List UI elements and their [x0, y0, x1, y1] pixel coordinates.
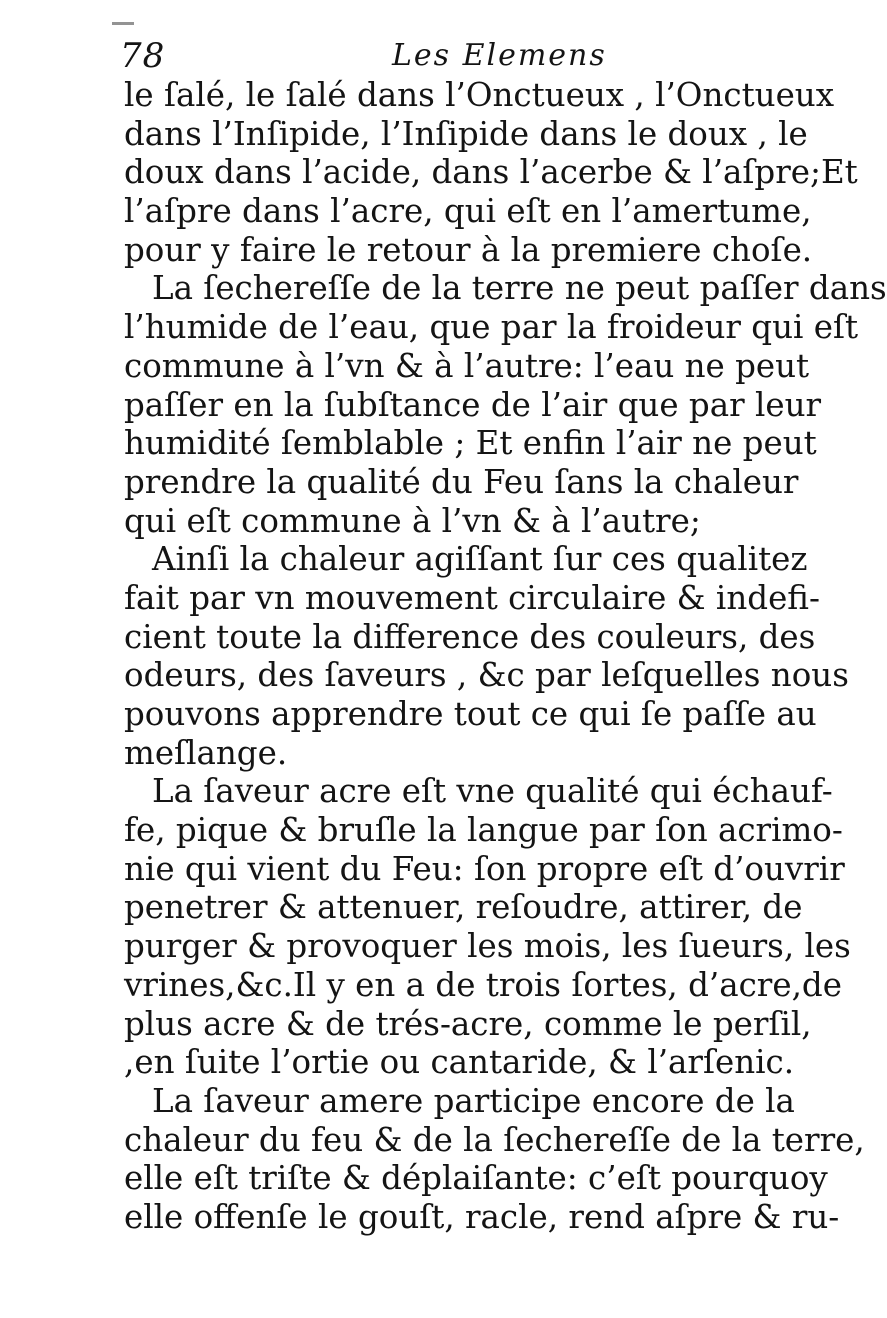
text-line: purger & provoquer les mois, les ſueurs, les	[124, 927, 851, 966]
text-line: elle eſt triſte & déplaiſante: c’eſt pourquoy	[124, 1159, 828, 1198]
text-line: vrines,&c.Il y en a de trois ſortes, d’acre,de	[124, 965, 842, 1004]
text-line: pouvons apprendre tout ce qui ſe paſſe au	[124, 695, 817, 733]
text-line: odeurs, des ſaveurs , &c par leſquelles nous	[124, 656, 849, 695]
text-line: nie qui vient du Feu: ſon propre eſt d’ouvrir	[124, 849, 845, 888]
text-line: plus acre & de trés-acre, comme le perſil,	[124, 1004, 812, 1043]
text-line: commune à l’vn & à l’autre: l’eau ne peut	[124, 346, 810, 385]
text-line: doux dans l’acide, dans l’acerbe & l’aſpre;Et	[124, 153, 858, 192]
page-header	[120, 32, 780, 80]
text-line: qui eſt commune à l’vn & à l’autre;	[124, 501, 701, 540]
top-margin-mark	[112, 22, 134, 25]
text-line: fait par vn mouvement circulaire & indefi-	[124, 578, 820, 617]
running-head: Les Elemens	[392, 38, 607, 73]
text-line: meſlange.	[124, 733, 288, 772]
text-line: chaleur du feu & de la ſechereſſe de la terre,	[124, 1120, 865, 1159]
text-line: cient toute la difference des couleurs, des	[124, 617, 816, 656]
text-line: prendre la qualité du Feu ſans la chaleur	[124, 462, 799, 501]
text-line: La ſechereſſe de la terre ne peut paſſer dans	[152, 269, 887, 308]
text-line: humidité ſemblable ; Et enfin l’air ne peut	[124, 424, 817, 463]
text-line: le ſalé, le ſalé dans l’Onctueux , l’Onctueux	[124, 76, 835, 114]
text-line: l’humide de l’eau, que par la froideur qui eſt	[124, 308, 859, 347]
text-line: elle offenſe le gouſt, racle, rend aſpre & ru-	[124, 1197, 840, 1236]
text-line: La ſaveur amere participe encore de la	[152, 1081, 795, 1120]
text-line: fe, pique & bruſle la langue par ſon acrimo-	[124, 811, 843, 850]
text-line: Ainſi la chaleur agiſſant ſur ces qualitez	[152, 540, 808, 579]
page-number: 78	[120, 36, 166, 76]
text-line: dans l’Inſipide, l’Inſipide dans le doux , le	[124, 114, 808, 153]
text-line: ,en ſuite l’ortie ou cantaride, & l’arſenic.	[124, 1043, 795, 1082]
text-line: pour y faire le retour à la premiere choſe.	[124, 230, 813, 269]
text-line: paſſer en la ſubſtance de l’air que par leur	[124, 385, 822, 424]
text-line: l’aſpre dans l’acre, qui eſt en l’amertume,	[124, 192, 812, 231]
text-line: La ſaveur acre eſt vne qualité qui échauf-	[152, 772, 833, 811]
text-line: penetrer & attenuer, reſoudre, attirer, de	[124, 888, 803, 927]
body-text	[124, 76, 887, 1237]
